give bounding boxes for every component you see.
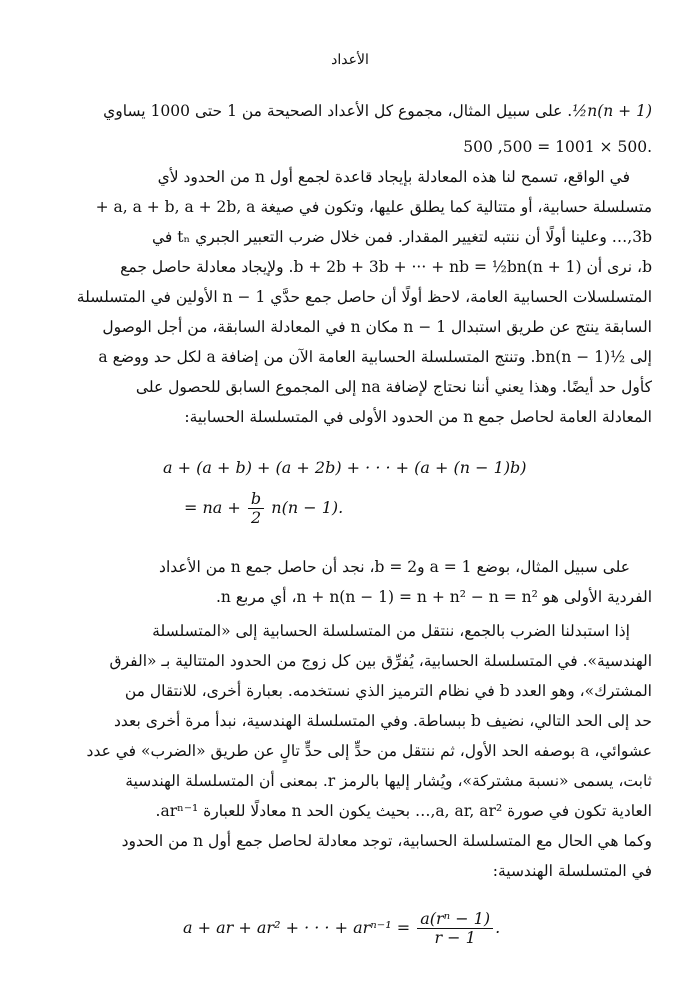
running-head: الأعداد	[331, 52, 369, 68]
fraction	[417, 910, 493, 946]
paragraph-geometric-series	[52, 616, 652, 886]
paragraph-arithmetic-series	[52, 162, 652, 432]
paragraph-line: .500 × 1001 = 500, 500	[463, 138, 652, 156]
text-run: . على سبيل المثال، مجموع كل الأعداد الصحيحة من 1 حتى 1000 يساوي	[103, 102, 573, 120]
equation-arithmetic-sum	[0, 448, 700, 528]
equation-geometric-sum	[0, 900, 700, 956]
fraction-denominator: 2	[250, 508, 262, 527]
paragraph-line: الفردية الأولى هو n + n(n − 1) = n + n² − n = n²، أي مربع n.	[215, 588, 652, 606]
paragraph-line: ثابت، يسمى «نسبة مشتركة»، ويُشار إليها بالرمز r. بمعنى أن المتسلسلة الهندسية	[125, 772, 652, 790]
equation-line: a + (a + b) + (a + 2b) + · · · + (a + (n − 1)b)	[163, 458, 527, 477]
paragraph-line: الهندسية». في المتسلسلة الحسابية، يُفرِّق بين كل زوج من الحدود المتتالية بـ «الفرق	[109, 652, 652, 670]
paragraph-line: المعادلة العامة لحاصل جمع n من الحدود الأولى في المتسلسلة الحسابية:	[184, 408, 652, 426]
paragraph-line: في الواقع، تسمح لنا هذه المعادلة بإيجاد قاعدة لجمع أول n من الحدود لأي	[157, 168, 630, 186]
paragraph-line: المشترك»، وهو العدد b في نظام الترميز الذي نستخدمه. بعبارة أخرى، للانتقال من	[124, 682, 652, 700]
equation-prefix: = na +	[184, 498, 241, 517]
paragraph-line: b، نرى أن b + 2b + 3b + ··· + nb = ½bn(n + 1). ولإيجاد معادلة حاصل جمع	[120, 258, 652, 276]
paragraph-line	[52, 96, 652, 126]
paragraph-line: حد إلى الحد التالي، نضيف b ببساطة. وفي المتسلسلة الهندسية، نبدأ مرة أخرى بعدد	[114, 712, 652, 730]
paragraph-line: في المتسلسلة الهندسية:	[492, 862, 652, 880]
paragraph-line: 3b,… وعلينا أولًا أن ننتبه لتغيير المقدار. فمن خلال ضرب التعبير الجبري tₙ في	[152, 228, 652, 246]
paragraph-line: إلى ½bn(n − 1). وتنتج المتسلسلة الحسابية العامة الآن من إضافة a لكل حد ووضع a	[98, 348, 652, 366]
paragraph-line: متسلسلة حسابية، أو متتالية كما يطلق عليها، وتكون في صيغة a, a + b, a + 2b, a +	[95, 198, 652, 216]
paragraph-line: المتسلسلات الحسابية العامة، لاحظ أولًا أن حاصل جمع حدَّي n − 1 الأولين في المتسلسلة	[76, 288, 652, 306]
paragraph-line: إذا استبدلنا الضرب بالجمع، ننتقل من المتسلسلة الحسابية إلى «المتسلسلة	[152, 622, 630, 640]
equation-line	[0, 900, 700, 956]
paragraph-line: على سبيل المثال، بوضع a = 1 وb = 2، نجد أن حاصل جمع n من الأعداد	[159, 558, 630, 576]
equation-suffix: n(n − 1).	[271, 498, 344, 517]
inline-formula: ½n(n + 1)	[572, 102, 652, 120]
paragraph-line: كأول حد أيضًا. وهذا يعني أننا نحتاج لإضافة na إلى المجموع السابق للحصول على	[135, 378, 652, 396]
fraction-denominator: r − 1	[434, 928, 476, 947]
paragraph-line: السابقة ينتج عن طريق استبدال n − 1 مكان n في المعادلة السابقة، من أجل الوصول	[102, 318, 652, 336]
paragraph-example-odd-numbers	[52, 552, 652, 612]
fraction-numerator: a(rⁿ − 1)	[417, 910, 493, 929]
equation-lhs: a + ar + ar² + · · · + arⁿ⁻¹ =	[183, 918, 411, 937]
paragraph-continuation	[52, 96, 652, 168]
equation-end: .	[495, 918, 501, 937]
paragraph-line: وكما هي الحال مع المتسلسلة الحسابية، توجد معادلة لحاصل جمع أول n من الحدود	[121, 832, 652, 850]
paragraph-line: العادية تكون في صورة a, ar, ar²,… بحيث يكون الحد n معادلًا للعبارة arⁿ⁻¹.	[155, 802, 652, 820]
fraction	[248, 490, 264, 526]
equation-line	[0, 488, 700, 528]
paragraph-line: عشوائي، a بوصفه الحد الأول، ثم ننتقل من حدٍّ إلى حدٍّ تالٍ عن طريق «الضرب» في عدد	[86, 742, 652, 760]
fraction-numerator: b	[248, 490, 264, 509]
